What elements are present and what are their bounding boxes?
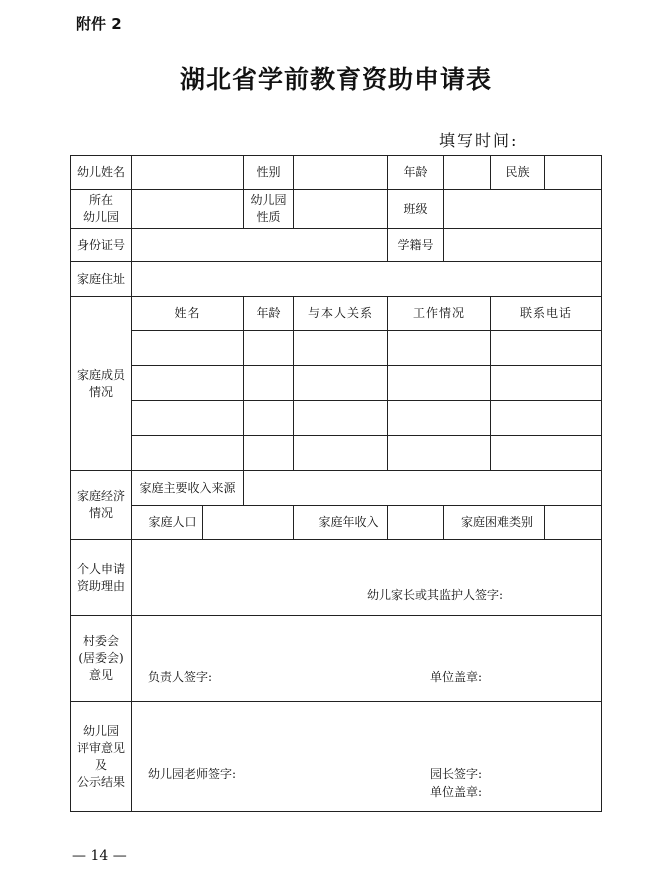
kindergarten-label-line1: 所在: [88, 193, 113, 207]
family-work-cell[interactable]: [388, 436, 491, 471]
kindergarten-label-line2: 幼儿园: [82, 210, 119, 224]
review-label-line1: 幼儿园: [82, 723, 119, 738]
village-seal-label: 单位盖章:: [430, 670, 483, 684]
family-label-line1: 家庭成员: [76, 367, 125, 382]
family-relation-cell[interactable]: [294, 436, 388, 471]
review-label-line2: 评审意见: [76, 740, 125, 755]
family-label-line2: 情况: [88, 384, 113, 399]
reason-label-line2: 资助理由: [76, 578, 125, 593]
family-age-cell[interactable]: [244, 331, 294, 366]
principal-signature-label: 园长签字:: [430, 767, 483, 781]
hardship-type-label: 家庭困难类别: [444, 506, 545, 540]
kindergarten-review-field[interactable]: [132, 702, 602, 812]
student-number-field[interactable]: [444, 229, 602, 262]
annual-income-field[interactable]: [388, 506, 444, 540]
family-work-cell[interactable]: [388, 331, 491, 366]
application-form-table: [70, 155, 602, 812]
village-label-line2: (居委会): [78, 651, 124, 665]
family-relation-cell[interactable]: [294, 401, 388, 436]
review-label-line4: 公示结果: [76, 774, 125, 789]
responsible-person-signature-label: 负责人签字:: [148, 670, 213, 684]
village-label-line3: 意见: [88, 668, 113, 682]
family-name-cell[interactable]: [132, 436, 244, 471]
nature-label-line2: 性质: [256, 210, 281, 224]
family-col-work: 工作情况: [388, 297, 491, 331]
age-field[interactable]: [444, 156, 491, 190]
ethnicity-field[interactable]: [545, 156, 602, 190]
form-title: 湖北省学前教育资助申请表: [179, 65, 492, 94]
attachment-label: 附件 2: [76, 15, 122, 33]
class-label: 班级: [388, 190, 444, 229]
id-number-field[interactable]: [132, 229, 388, 262]
family-col-phone: 联系电话: [491, 297, 602, 331]
kindergarten-nature-field[interactable]: [294, 190, 388, 229]
fill-time-label: 填写时间:: [439, 131, 519, 150]
family-row: [71, 401, 602, 436]
family-phone-cell[interactable]: [491, 436, 602, 471]
economy-label-line1: 家庭经济: [76, 489, 125, 503]
id-number-label: 身份证号: [71, 229, 132, 262]
population-field[interactable]: [203, 506, 294, 540]
family-phone-cell[interactable]: [491, 331, 602, 366]
reason-section-label: [71, 540, 132, 616]
ethnicity-label: 民族: [491, 156, 545, 190]
kindergarten-seal-label: 单位盖章:: [430, 785, 483, 799]
family-name-cell[interactable]: [132, 366, 244, 401]
family-col-relation: 与本人关系: [294, 297, 388, 331]
family-age-cell[interactable]: [244, 401, 294, 436]
family-relation-cell[interactable]: [294, 331, 388, 366]
village-committee-opinion-field[interactable]: [132, 616, 602, 702]
family-phone-cell[interactable]: [491, 366, 602, 401]
village-label-line1: 村委会: [82, 634, 119, 648]
child-name-label: 幼儿姓名: [71, 156, 132, 190]
family-name-cell[interactable]: [132, 331, 244, 366]
annual-income-label: 家庭年收入: [294, 506, 388, 540]
income-source-field[interactable]: [244, 471, 602, 506]
family-col-age: 年龄: [244, 297, 294, 331]
reason-label-line1: 个人申请: [76, 561, 125, 576]
address-field[interactable]: [132, 262, 602, 297]
village-committee-section-label: [71, 616, 132, 702]
child-name-field[interactable]: [132, 156, 244, 190]
population-label: 家庭人口: [132, 506, 203, 540]
family-phone-cell[interactable]: [491, 401, 602, 436]
family-row: [71, 436, 602, 471]
address-label: 家庭住址: [71, 262, 132, 297]
teacher-signature-label: 幼儿园老师签字:: [148, 767, 237, 781]
family-age-cell[interactable]: [244, 366, 294, 401]
kindergarten-field[interactable]: [132, 190, 244, 229]
family-work-cell[interactable]: [388, 401, 491, 436]
family-row: [71, 366, 602, 401]
kindergarten-nature-label: [244, 190, 294, 229]
family-relation-cell[interactable]: [294, 366, 388, 401]
income-source-label: 家庭主要收入来源: [132, 471, 244, 506]
class-field[interactable]: [444, 190, 602, 229]
review-label-line3: 及: [94, 757, 107, 772]
economy-section-label: [71, 471, 132, 540]
nature-label-line1: 幼儿园: [250, 193, 287, 207]
gender-label: 性别: [244, 156, 294, 190]
page-number: — 14 —: [72, 848, 127, 864]
kindergarten-label: [71, 190, 132, 229]
family-work-cell[interactable]: [388, 366, 491, 401]
family-row: [71, 331, 602, 366]
economy-label-line2: 情况: [88, 506, 113, 520]
guardian-signature-label: 幼儿家长或其监护人签字:: [367, 588, 504, 602]
family-age-cell[interactable]: [244, 436, 294, 471]
family-name-cell[interactable]: [132, 401, 244, 436]
family-col-name: 姓名: [132, 297, 244, 331]
gender-field[interactable]: [294, 156, 388, 190]
student-number-label: 学籍号: [388, 229, 444, 262]
reason-field[interactable]: [132, 540, 602, 616]
hardship-type-field[interactable]: [545, 506, 602, 540]
kindergarten-review-section-label: [71, 702, 132, 812]
age-label: 年龄: [388, 156, 444, 190]
family-members-section-label: [71, 297, 132, 471]
